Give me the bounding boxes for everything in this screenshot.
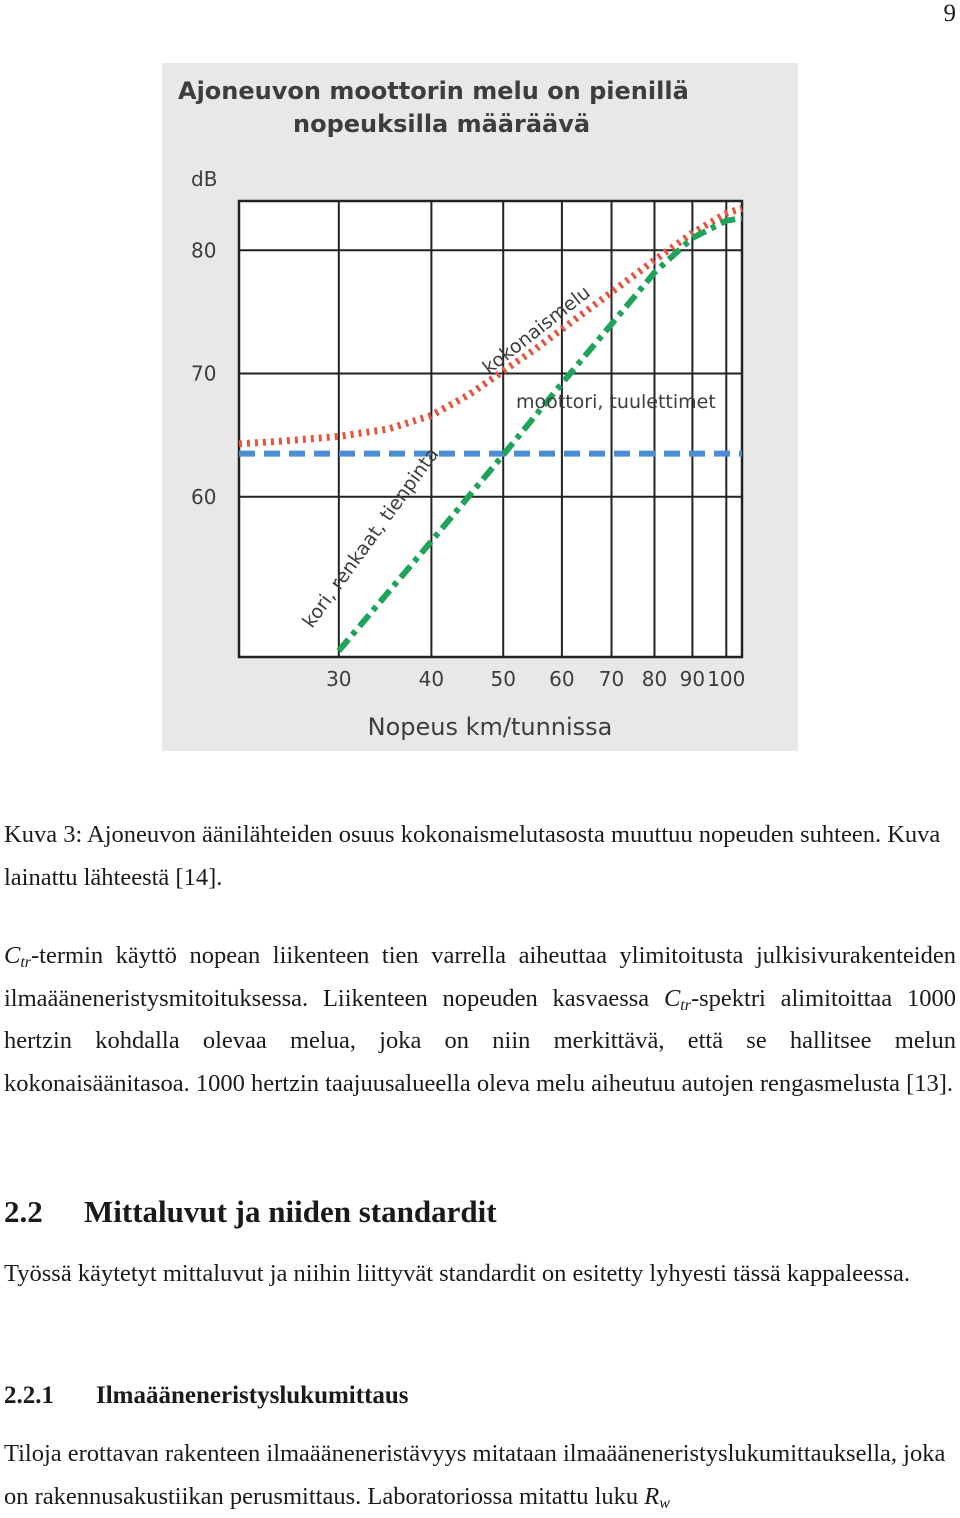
chart-title-line-2: nopeuksilla määräävä	[293, 110, 591, 138]
subsection-title: Ilmaääneneristyslukumittaus	[96, 1382, 409, 1409]
y-tick-label: 70	[191, 361, 217, 386]
paragraph-airborne-insulation	[4, 1433, 956, 1518]
x-tick-label: 80	[641, 667, 668, 691]
label-kori-renkaat-tienpinta: kori, renkaat, tienpinta	[298, 443, 444, 632]
x-tick-label: 50	[490, 667, 516, 691]
x-axis-title: Nopeus km/tunnissa	[367, 713, 613, 741]
label-kokonaismelu: kokonaismelu	[478, 281, 595, 379]
y-axis-label: dB	[191, 167, 218, 191]
paragraph-text-part-1: -termin käyttö nopean liikenteen tien varrella aiheuttaa ylimitoitusta julkisivurakenteiden ilmaääneneristysmitoituksessa. Liikenteen nopeuden kasvaessa	[4, 942, 956, 1012]
subscript-w: w	[659, 1494, 670, 1512]
paragraph-ctr-spectrum	[4, 935, 956, 1105]
label-moottori-tuulettimet: moottori, tuulettimet	[516, 391, 716, 413]
section-heading	[4, 1190, 497, 1234]
x-tick-label: 90	[679, 667, 706, 691]
section-number: 2.2	[4, 1194, 43, 1229]
figure-noise-vs-speed	[162, 63, 798, 751]
subscript-tr: tr	[680, 996, 691, 1014]
x-tick-label: 60	[549, 667, 575, 691]
symbol-c: C	[663, 984, 681, 1012]
subsection-heading	[4, 1375, 409, 1417]
subscript-tr: tr	[20, 954, 32, 971]
x-tick-label: 100	[707, 667, 746, 691]
x-tick-label: 70	[598, 667, 625, 691]
subsection-number: 2.2.1	[4, 1382, 54, 1409]
paragraph-text: Tiloja erottavan rakenteen ilmaääneneristävyys mitataan ilmaääneneristyslukumittauksella, joka on rakennusakustiikan perusmittaus. Laboratoriossa mitattu luku	[4, 1440, 946, 1510]
paragraph-intro: Työssä käytetyt mittaluvut ja niihin liittyvät standardit on esitetty lyhyesti tässä kappaleessa.	[4, 1260, 910, 1287]
symbol-c: C	[4, 942, 21, 969]
chart-title-line-1: Ajoneuvon moottorin melu on pienillä	[178, 77, 689, 105]
plot-area	[239, 201, 742, 657]
noise-chart	[162, 63, 798, 751]
page-number: 9	[943, 0, 956, 27]
paragraph-text-part-2: -spektri alimitoittaa 1000 hertzin kohdalla olevaa melua, joka on niin merkittävä, että se hallitsee melun kokonaisäänitasoa. 1000 hertzin taajuusalueella oleva melu aiheutuu autojen rengasmelusta [13].	[4, 984, 956, 1097]
x-tick-label: 30	[326, 667, 352, 691]
section-title: Mittaluvut ja niiden standardit	[84, 1194, 497, 1229]
y-tick-label: 80	[191, 238, 217, 263]
figure-caption: Kuva 3: Ajoneuvon äänilähteiden osuus kokonaismelutasosta muuttuu nopeuden suhteen. Kuva lainattu lähteestä [14].	[4, 821, 941, 891]
y-tick-label: 60	[191, 484, 217, 509]
x-tick-label: 40	[418, 667, 445, 691]
symbol-r: R	[644, 1482, 660, 1510]
